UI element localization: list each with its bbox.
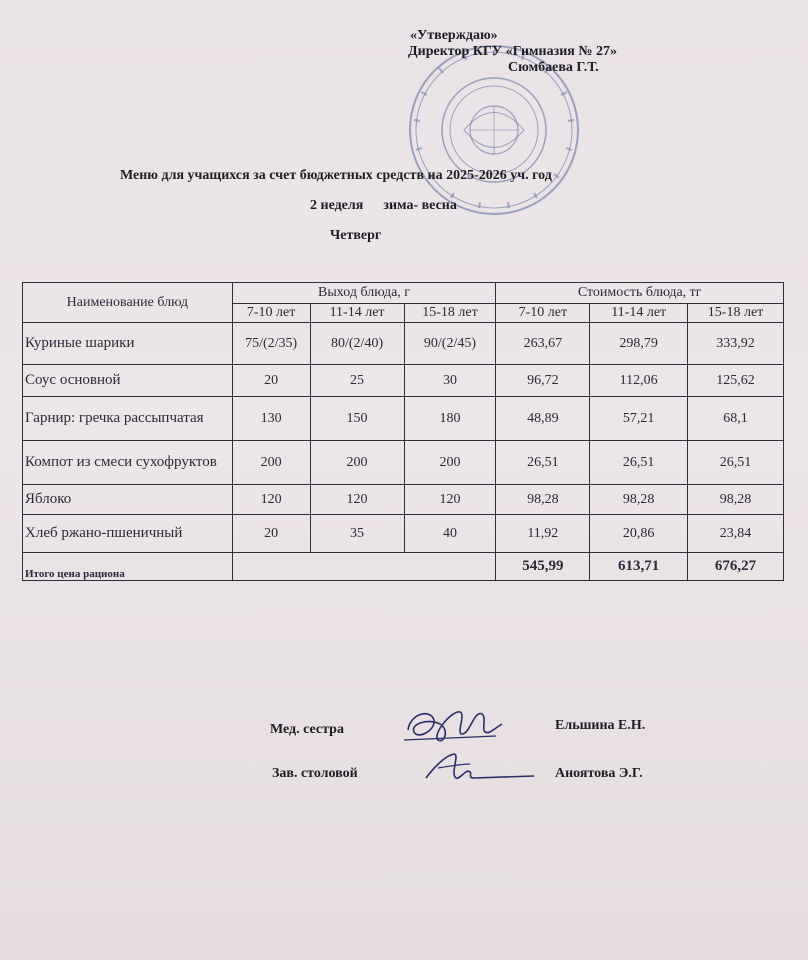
season-label: зима- весна: [383, 198, 457, 213]
cost-cell: 298,79: [590, 323, 688, 365]
total-empty-cell: [232, 553, 496, 581]
menu-title: Меню для учащихся за счет бюджетных средств на 2025-2026 уч. год: [120, 168, 552, 183]
cost-cell: 98,28: [590, 485, 688, 515]
cost-cell: 125,62: [688, 365, 784, 397]
dish-name: Гарнир: гречка рассыпчатая: [23, 397, 233, 441]
dish-name: Компот из смеси сухофруктов: [23, 441, 233, 485]
yield-cell: 120: [232, 485, 310, 515]
yield-cell: 120: [404, 485, 496, 515]
yield-cell: 20: [232, 515, 310, 553]
age-header: 7-10 лет: [232, 304, 310, 323]
dish-name: Куриные шарики: [23, 323, 233, 365]
age-header: 15-18 лет: [688, 304, 784, 323]
dish-name: Хлеб ржано-пшеничный: [23, 515, 233, 553]
total-label: Итого цена рациона: [23, 553, 233, 581]
menu-row: [23, 515, 784, 553]
approval-line-1: «Утверждаю»: [410, 28, 498, 43]
dish-name: Яблоко: [23, 485, 233, 515]
yield-cell: 75/(2/35): [232, 323, 310, 365]
yield-cell: 200: [404, 441, 496, 485]
column-header-cost: Стоимость блюда, тг: [496, 283, 784, 304]
cost-cell: 11,92: [496, 515, 590, 553]
cost-cell: 68,1: [688, 397, 784, 441]
age-header: 15-18 лет: [404, 304, 496, 323]
cost-cell: 112,06: [590, 365, 688, 397]
nurse-name: Ельшина Е.Н.: [555, 718, 646, 733]
menu-row: [23, 397, 784, 441]
age-header: 11-14 лет: [310, 304, 404, 323]
menu-row: [23, 485, 784, 515]
week-label: 2 неделя: [310, 198, 364, 213]
yield-cell: 40: [404, 515, 496, 553]
column-header-yield: Выход блюда, г: [232, 283, 496, 304]
yield-cell: 200: [232, 441, 310, 485]
dish-name: Соус основной: [23, 365, 233, 397]
approval-line-2: Директор КГУ «Гимназия № 27»: [408, 44, 617, 59]
yield-cell: 80/(2/40): [310, 323, 404, 365]
total-row: [23, 553, 784, 581]
cost-cell: 26,51: [688, 441, 784, 485]
menu-rows: [23, 323, 784, 553]
canteen-name: Аноятова Э.Г.: [555, 766, 643, 781]
approval-line-3: Сюмбаева Г.Т.: [508, 60, 599, 75]
cost-cell: 26,51: [496, 441, 590, 485]
yield-cell: 20: [232, 365, 310, 397]
yield-cell: 180: [404, 397, 496, 441]
approval-block: [408, 28, 708, 76]
cost-cell: 48,89: [496, 397, 590, 441]
cost-cell: 96,72: [496, 365, 590, 397]
menu-row: [23, 323, 784, 365]
cost-cell: 26,51: [590, 441, 688, 485]
yield-cell: 35: [310, 515, 404, 553]
total-value: 545,99: [496, 553, 590, 581]
cost-cell: 333,92: [688, 323, 784, 365]
menu-row: [23, 365, 784, 397]
yield-cell: 120: [310, 485, 404, 515]
age-header: 11-14 лет: [590, 304, 688, 323]
cost-cell: 57,21: [590, 397, 688, 441]
yield-cell: 25: [310, 365, 404, 397]
canteen-role: Зав. столовой: [272, 766, 358, 781]
total-value: 613,71: [590, 553, 688, 581]
menu-table: [22, 282, 784, 581]
cost-cell: 23,84: [688, 515, 784, 553]
yield-cell: 150: [310, 397, 404, 441]
cost-cell: 263,67: [496, 323, 590, 365]
yield-cell: 130: [232, 397, 310, 441]
yield-cell: 90/(2/45): [404, 323, 496, 365]
nurse-signature: [400, 700, 510, 750]
cost-cell: 98,28: [496, 485, 590, 515]
menu-row: [23, 441, 784, 485]
menu-subtitle: [310, 198, 457, 214]
canteen-signature: [410, 748, 540, 788]
age-header: 7-10 лет: [496, 304, 590, 323]
nurse-role: Мед. сестра: [270, 722, 344, 737]
yield-cell: 200: [310, 441, 404, 485]
yield-cell: 30: [404, 365, 496, 397]
total-value: 676,27: [688, 553, 784, 581]
cost-cell: 98,28: [688, 485, 784, 515]
day-label: Четверг: [330, 228, 382, 243]
cost-cell: 20,86: [590, 515, 688, 553]
column-header-name: Наименование блюд: [23, 283, 233, 323]
